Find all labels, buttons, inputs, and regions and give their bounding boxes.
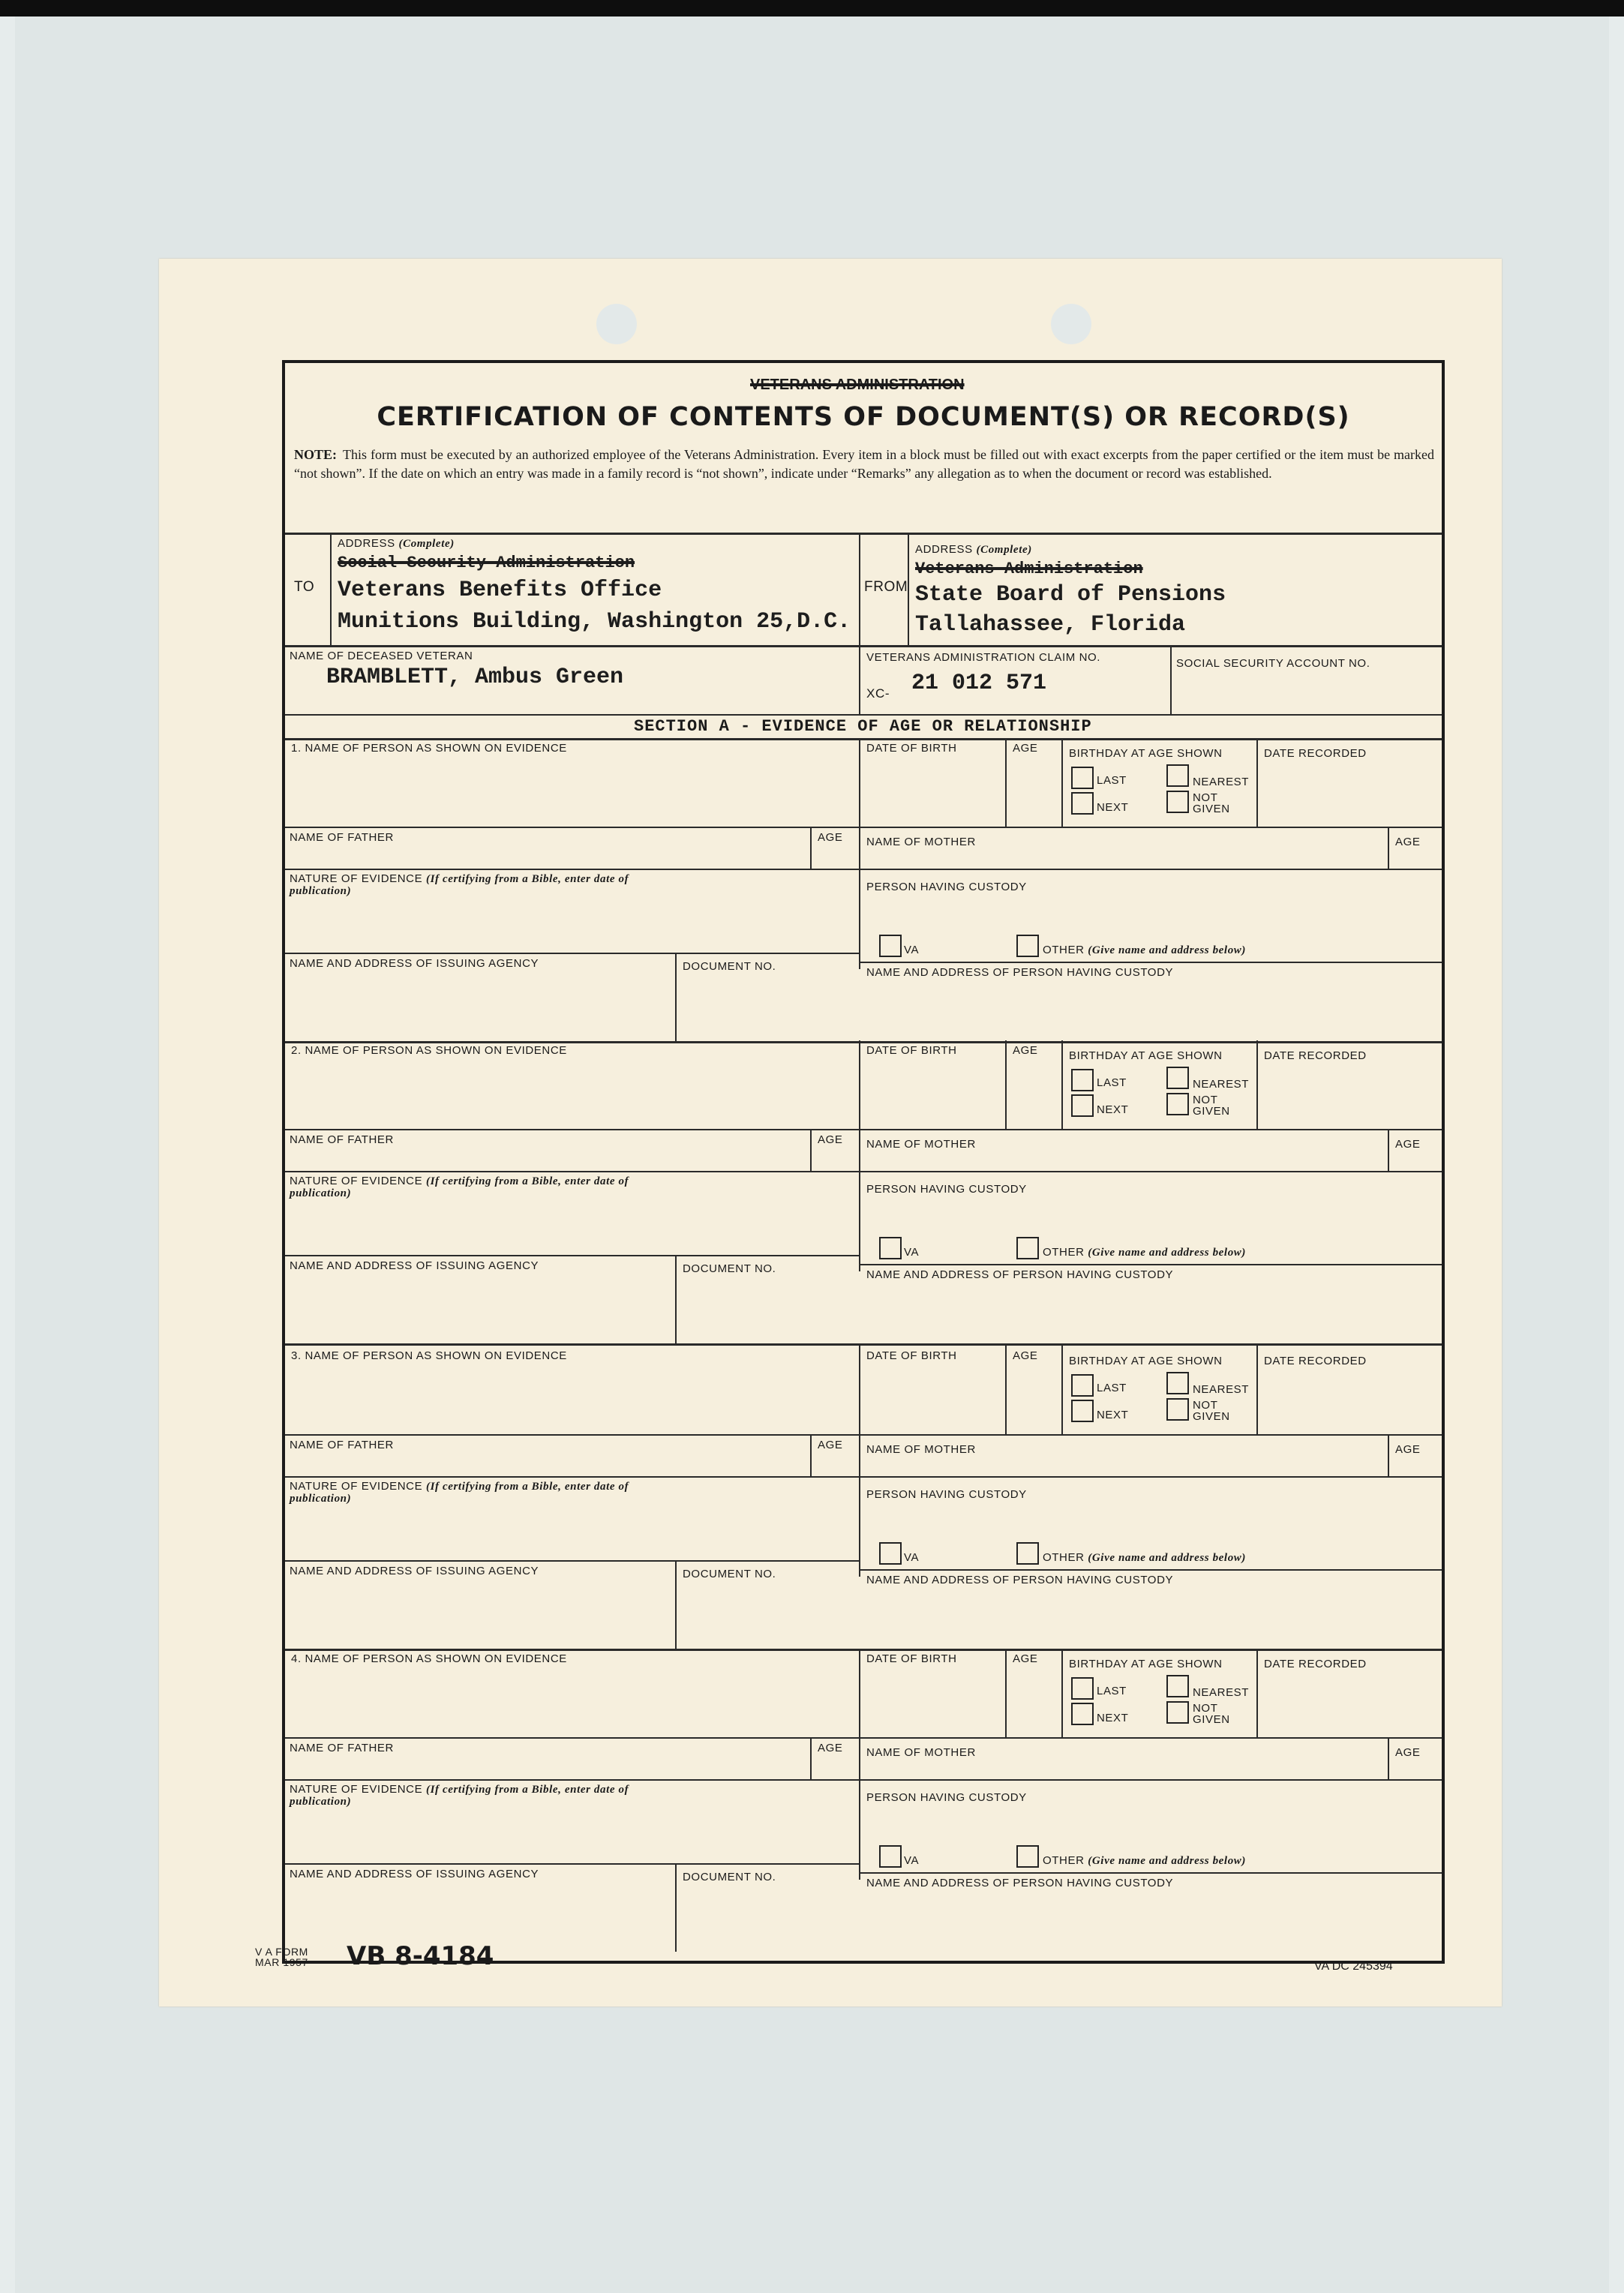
checkbox-nearest-2[interactable] xyxy=(1166,1067,1189,1089)
rule xyxy=(1256,1649,1258,1737)
checkbox-last-3[interactable] xyxy=(1071,1374,1094,1397)
checkbox-va-4[interactable] xyxy=(879,1845,902,1868)
not-given-label: NOT GIVEN xyxy=(1193,1702,1230,1726)
rule xyxy=(285,1476,1442,1478)
person-name-label: 1. NAME OF PERSON AS SHOWN ON EVIDENCE xyxy=(291,742,567,755)
mother-name-label: NAME OF MOTHER xyxy=(866,1443,976,1456)
nature-of-evidence-label: NATURE OF EVIDENCE (If certifying from a Bible, enter date of publication) xyxy=(290,1480,629,1505)
rule xyxy=(1388,1737,1389,1779)
checkbox-nearest-3[interactable] xyxy=(1166,1372,1189,1394)
rule xyxy=(285,1863,859,1865)
date-recorded-label: DATE RECORDED xyxy=(1264,1049,1367,1062)
other-label: OTHER (Give name and address below) xyxy=(1043,1246,1246,1259)
rule xyxy=(285,953,859,954)
rule xyxy=(1388,827,1389,869)
va-label: VA xyxy=(904,1246,920,1259)
rule xyxy=(1005,1649,1007,1737)
rule xyxy=(675,1863,677,1952)
from-label: FROM xyxy=(864,579,908,595)
nature-of-evidence-label: NATURE OF EVIDENCE (If certifying from a Bible, enter date of publication) xyxy=(290,1175,629,1199)
checkbox-va-1[interactable] xyxy=(879,935,902,957)
checkbox-next-3[interactable] xyxy=(1071,1400,1094,1422)
father-name-label: NAME OF FATHER xyxy=(290,1133,394,1146)
va-form-label: V A FORM MAR 1957 xyxy=(255,1946,308,1968)
checkbox-last-2[interactable] xyxy=(1071,1069,1094,1091)
next-label: NEXT xyxy=(1097,1409,1129,1421)
mother-name-label: NAME OF MOTHER xyxy=(866,1138,976,1151)
father-name-label: NAME OF FATHER xyxy=(290,1439,394,1451)
rule xyxy=(1388,1434,1389,1476)
rule xyxy=(859,1264,1442,1265)
father-age-label: AGE xyxy=(818,1133,843,1146)
date-recorded-label: DATE RECORDED xyxy=(1264,747,1367,760)
checkbox-not-given-1[interactable] xyxy=(1166,791,1189,813)
person-having-custody-label: PERSON HAVING CUSTODY xyxy=(866,881,1027,893)
rule xyxy=(859,1872,1442,1874)
claim-number-label: VETERANS ADMINISTRATION CLAIM NO. xyxy=(866,651,1101,664)
checkbox-nearest-1[interactable] xyxy=(1166,764,1189,787)
last-label: LAST xyxy=(1097,774,1127,787)
rule xyxy=(285,1737,1442,1739)
rule xyxy=(810,1129,812,1171)
person-name-label: 2. NAME OF PERSON AS SHOWN ON EVIDENCE xyxy=(291,1044,567,1057)
date-of-birth-label: DATE OF BIRTH xyxy=(866,1044,957,1057)
checkbox-last-4[interactable] xyxy=(1071,1677,1094,1700)
last-label: LAST xyxy=(1097,1382,1127,1394)
father-age-label: AGE xyxy=(818,1742,843,1754)
date-of-birth-label: DATE OF BIRTH xyxy=(866,742,957,755)
rule xyxy=(859,1129,860,1271)
mother-name-label: NAME OF MOTHER xyxy=(866,1746,976,1759)
date-recorded-label: DATE RECORDED xyxy=(1264,1658,1367,1670)
rule xyxy=(859,1040,860,1129)
rule xyxy=(1256,1346,1258,1434)
rule xyxy=(859,827,860,969)
father-age-label: AGE xyxy=(818,1439,843,1451)
next-label: NEXT xyxy=(1097,1712,1129,1724)
issuing-agency-label: NAME AND ADDRESS OF ISSUING AGENCY xyxy=(290,1565,539,1577)
from-address-struck: Veterans Administration xyxy=(915,560,1143,578)
other-label: OTHER (Give name and address below) xyxy=(1043,944,1246,956)
date-of-birth-label: DATE OF BIRTH xyxy=(866,1349,957,1362)
rule xyxy=(1388,1129,1389,1171)
rule xyxy=(1061,738,1063,827)
rule xyxy=(285,533,1442,535)
age-label: AGE xyxy=(1013,1652,1038,1665)
person-having-custody-label: PERSON HAVING CUSTODY xyxy=(866,1488,1027,1501)
va-label: VA xyxy=(904,1854,920,1867)
issuing-agency-label: NAME AND ADDRESS OF ISSUING AGENCY xyxy=(290,1868,539,1880)
section-a-title: SECTION A - EVIDENCE OF AGE OR RELATIONSHIP xyxy=(634,717,1092,736)
nearest-label: NEAREST xyxy=(1193,776,1250,788)
rule xyxy=(675,953,677,1041)
to-address-label: ADDRESS (Complete) xyxy=(338,537,455,550)
rule xyxy=(285,1560,859,1562)
from-address-line1: State Board of Pensions xyxy=(915,582,1226,608)
claim-number: 21 012 571 xyxy=(911,671,1047,696)
person-name-field[interactable] xyxy=(293,1063,848,1123)
issuing-agency-label: NAME AND ADDRESS OF ISSUING AGENCY xyxy=(290,1259,539,1272)
document-number-label: DOCUMENT NO. xyxy=(683,1262,776,1275)
certification-form xyxy=(282,360,1445,1964)
rule xyxy=(1061,1649,1063,1737)
next-label: NEXT xyxy=(1097,801,1129,814)
nature-of-evidence-label: NATURE OF EVIDENCE (If certifying from a Bible, enter date of publication) xyxy=(290,872,629,897)
rule xyxy=(1061,1040,1063,1129)
not-given-label: NOT GIVEN xyxy=(1193,1094,1230,1118)
custody-address-label: NAME AND ADDRESS OF PERSON HAVING CUSTODY xyxy=(866,1574,1174,1586)
nearest-label: NEAREST xyxy=(1193,1078,1250,1091)
rule xyxy=(810,1737,812,1779)
punch-hole-left xyxy=(596,304,637,344)
to-label: TO xyxy=(294,579,315,595)
document-number-label: DOCUMENT NO. xyxy=(683,960,776,973)
note-text: This form must be executed by an authorized employee of the Veterans Administration. Every item in a block must be filled out with exact excerpts from the paper certified or the item must be marked “not shown”. If the date on which an entry was made in a family record is “not shown”, indicate under “Remarks” any allegation as to when the document or record was established. xyxy=(294,447,1434,481)
rule xyxy=(285,1041,1442,1043)
rule xyxy=(285,827,1442,828)
custody-address-label: NAME AND ADDRESS OF PERSON HAVING CUSTODY xyxy=(866,1877,1174,1889)
document-number-label: DOCUMENT NO. xyxy=(683,1871,776,1883)
rule xyxy=(1005,1040,1007,1129)
checkbox-not-given-3[interactable] xyxy=(1166,1398,1189,1421)
father-name-label: NAME OF FATHER xyxy=(290,831,394,844)
person-name-field[interactable] xyxy=(293,1671,848,1731)
other-label: OTHER (Give name and address below) xyxy=(1043,1551,1246,1564)
nature-of-evidence-label: NATURE OF EVIDENCE (If certifying from a Bible, enter date of publication) xyxy=(290,1783,629,1808)
note-label: NOTE: xyxy=(294,447,338,462)
form-note xyxy=(294,446,1434,483)
deceased-veteran-label: NAME OF DECEASED VETERAN xyxy=(290,650,473,662)
person-name-label: 3. NAME OF PERSON AS SHOWN ON EVIDENCE xyxy=(291,1349,567,1362)
not-given-label: NOT GIVEN xyxy=(1193,1399,1230,1423)
rule xyxy=(285,645,1442,647)
custody-address-label: NAME AND ADDRESS OF PERSON HAVING CUSTODY xyxy=(866,966,1174,979)
checkbox-va-3[interactable] xyxy=(879,1542,902,1565)
rule xyxy=(859,645,860,714)
father-age-label: AGE xyxy=(818,831,843,844)
rule xyxy=(675,1255,677,1343)
rule xyxy=(859,962,1442,963)
rule xyxy=(1170,645,1172,714)
to-address-struck: Social Security Administration xyxy=(338,554,635,572)
rule xyxy=(859,1569,1442,1571)
issuing-agency-label: NAME AND ADDRESS OF ISSUING AGENCY xyxy=(290,957,539,970)
person-name-field[interactable] xyxy=(293,761,848,821)
checkbox-not-given-2[interactable] xyxy=(1166,1093,1189,1115)
rule xyxy=(285,738,1442,740)
scan-top-border xyxy=(0,0,1624,17)
form-paper xyxy=(159,259,1502,2006)
rule xyxy=(285,1171,1442,1172)
person-name-label: 4. NAME OF PERSON AS SHOWN ON EVIDENCE xyxy=(291,1652,567,1665)
age-label: AGE xyxy=(1013,1044,1038,1057)
rule xyxy=(1256,1040,1258,1129)
to-address-line2: Munitions Building, Washington 25,D.C. xyxy=(338,609,851,635)
rule xyxy=(859,1737,860,1880)
rule xyxy=(285,1129,1442,1130)
birthday-at-age-shown-label: BIRTHDAY AT AGE SHOWN xyxy=(1069,1049,1223,1062)
rule xyxy=(1005,738,1007,827)
from-address-line2: Tallahassee, Florida xyxy=(915,612,1186,638)
checkbox-va-2[interactable] xyxy=(879,1237,902,1259)
rule xyxy=(285,1649,1442,1651)
va-label: VA xyxy=(904,944,920,956)
person-having-custody-label: PERSON HAVING CUSTODY xyxy=(866,1791,1027,1804)
form-title: CERTIFICATION OF CONTENTS OF DOCUMENT(S) OR RECORD(S) xyxy=(377,402,1350,432)
nearest-label: NEAREST xyxy=(1193,1686,1250,1699)
rule xyxy=(859,1434,860,1577)
deceased-veteran-name: BRAMBLETT, Ambus Green xyxy=(326,665,624,690)
rule xyxy=(859,1649,860,1737)
checkbox-not-given-4[interactable] xyxy=(1166,1701,1189,1724)
ssa-number-label: SOCIAL SECURITY ACCOUNT NO. xyxy=(1176,657,1370,670)
rule xyxy=(859,533,860,645)
mother-name-label: NAME OF MOTHER xyxy=(866,836,976,848)
rule xyxy=(859,738,860,827)
date-recorded-label: DATE RECORDED xyxy=(1264,1355,1367,1367)
mother-age-label: AGE xyxy=(1395,1138,1421,1151)
not-given-label: NOT GIVEN xyxy=(1193,791,1230,815)
next-label: NEXT xyxy=(1097,1103,1129,1116)
checkbox-nearest-4[interactable] xyxy=(1166,1675,1189,1697)
ssa-number-field[interactable] xyxy=(1178,678,1433,708)
rule xyxy=(330,533,332,645)
rule xyxy=(859,1346,860,1434)
agency-header-struck: VETERANS ADMINISTRATION xyxy=(750,377,965,393)
other-label: OTHER (Give name and address below) xyxy=(1043,1854,1246,1867)
claim-prefix: XC- xyxy=(866,686,890,701)
nearest-label: NEAREST xyxy=(1193,1383,1250,1396)
rule xyxy=(675,1560,677,1649)
rule xyxy=(285,1343,1442,1346)
checkbox-other-1[interactable] xyxy=(1016,935,1039,957)
from-address-label: ADDRESS (Complete) xyxy=(915,543,1032,556)
rule xyxy=(285,869,1442,870)
rule xyxy=(285,1779,1442,1781)
checkbox-other-2[interactable] xyxy=(1016,1237,1039,1259)
checkbox-next-1[interactable] xyxy=(1071,792,1094,815)
checkbox-next-4[interactable] xyxy=(1071,1703,1094,1725)
age-label: AGE xyxy=(1013,1349,1038,1362)
birthday-at-age-shown-label: BIRTHDAY AT AGE SHOWN xyxy=(1069,1355,1223,1367)
punch-hole-right xyxy=(1051,304,1091,344)
rule xyxy=(285,714,1442,716)
birthday-at-age-shown-label: BIRTHDAY AT AGE SHOWN xyxy=(1069,1658,1223,1670)
checkbox-other-4[interactable] xyxy=(1016,1845,1039,1868)
person-name-field[interactable] xyxy=(293,1368,848,1428)
rule xyxy=(285,1434,1442,1436)
last-label: LAST xyxy=(1097,1076,1127,1089)
birthday-at-age-shown-label: BIRTHDAY AT AGE SHOWN xyxy=(1069,747,1223,760)
to-address-line1: Veterans Benefits Office xyxy=(338,578,662,603)
mother-age-label: AGE xyxy=(1395,1443,1421,1456)
document-number-label: DOCUMENT NO. xyxy=(683,1568,776,1580)
age-label: AGE xyxy=(1013,742,1038,755)
checkbox-other-3[interactable] xyxy=(1016,1542,1039,1565)
checkbox-next-2[interactable] xyxy=(1071,1094,1094,1117)
form-number: VB 8-4184 xyxy=(347,1941,494,1971)
date-of-birth-label: DATE OF BIRTH xyxy=(866,1652,957,1665)
rule xyxy=(1256,738,1258,827)
mother-age-label: AGE xyxy=(1395,836,1421,848)
mother-age-label: AGE xyxy=(1395,1746,1421,1759)
custody-address-label: NAME AND ADDRESS OF PERSON HAVING CUSTODY xyxy=(866,1268,1174,1281)
va-label: VA xyxy=(904,1551,920,1564)
last-label: LAST xyxy=(1097,1685,1127,1697)
rule xyxy=(285,1255,859,1256)
checkbox-last-1[interactable] xyxy=(1071,767,1094,789)
father-name-label: NAME OF FATHER xyxy=(290,1742,394,1754)
person-having-custody-label: PERSON HAVING CUSTODY xyxy=(866,1183,1027,1196)
rule xyxy=(810,1434,812,1476)
rule xyxy=(1061,1346,1063,1434)
rule xyxy=(1005,1346,1007,1434)
document-control-number: VA DC 245394 xyxy=(1314,1960,1393,1973)
rule xyxy=(810,827,812,869)
